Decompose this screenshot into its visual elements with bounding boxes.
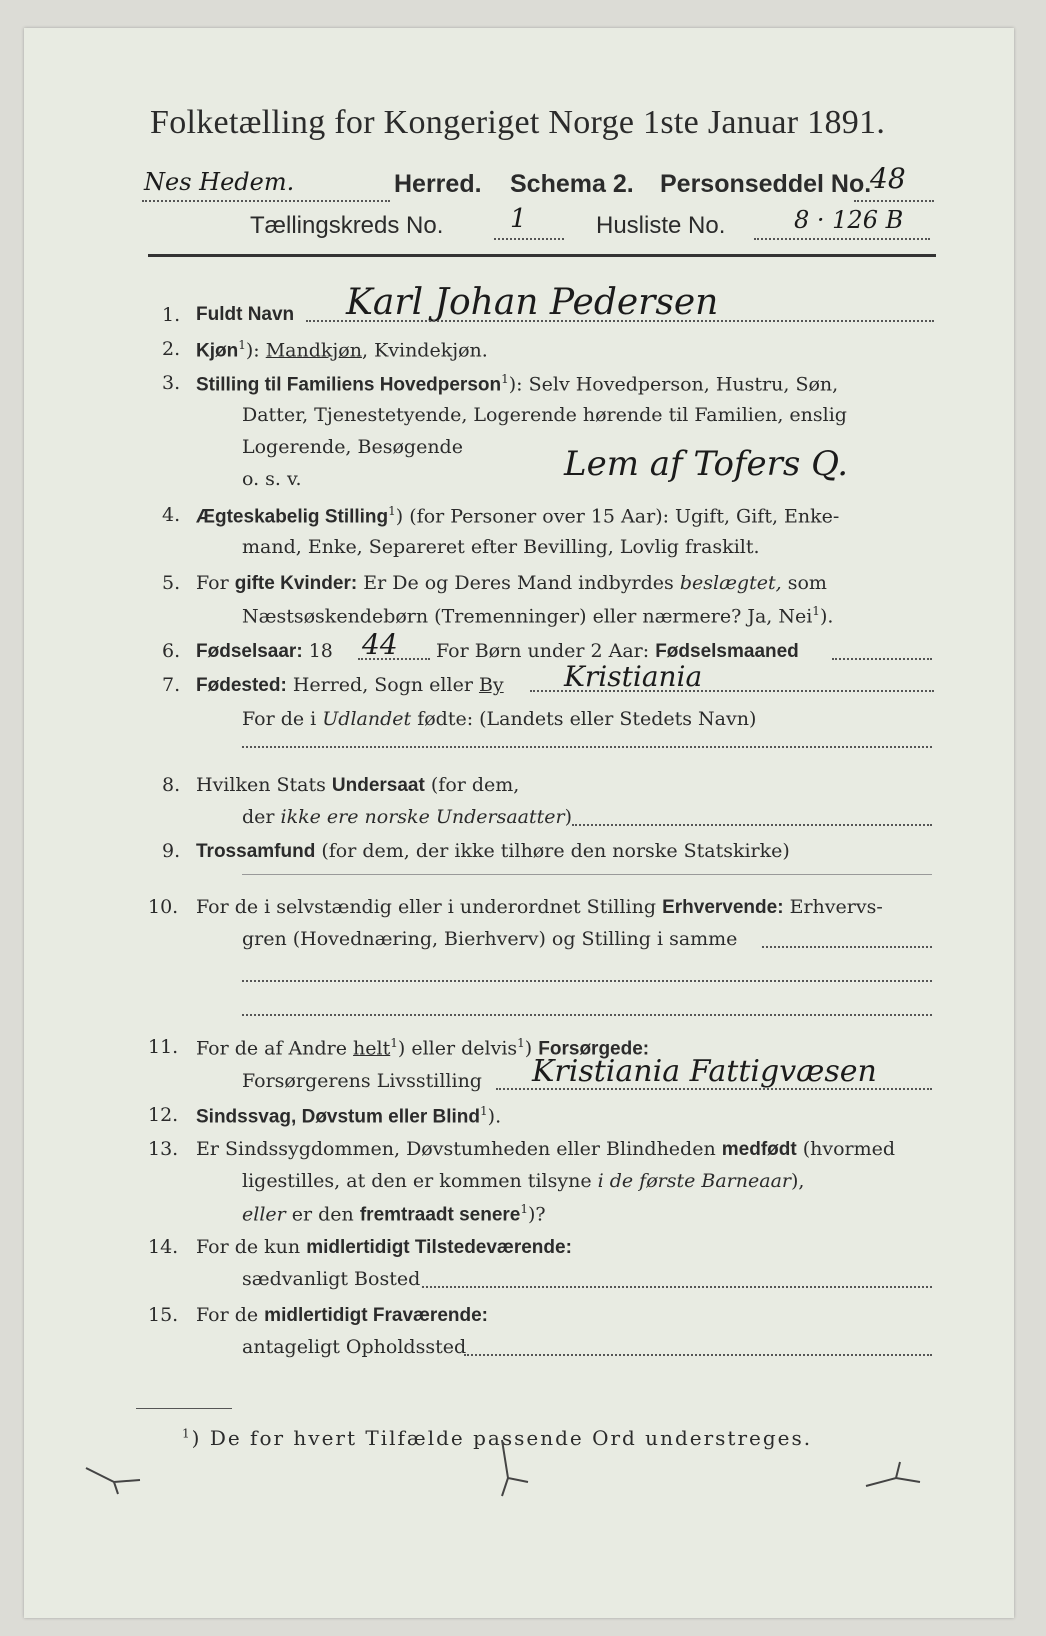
item-number-15: 15. xyxy=(148,1304,179,1326)
item-number-10: 10. xyxy=(148,896,179,918)
congenital-line-2: ligestilles, at den er kommen tilsyne i de første Barneaar), xyxy=(242,1170,805,1192)
citizenship-line-2: der ikke ere norske Undersaatter) xyxy=(242,806,573,828)
birthplace-options: Herred, Sogn eller xyxy=(292,674,473,696)
supported-label: Forsørgede: xyxy=(538,1038,650,1060)
occupation-dotline-3 xyxy=(242,1014,932,1016)
husliste-label: Husliste No. xyxy=(596,212,726,239)
probable-residence-dotline xyxy=(464,1354,932,1356)
congenital-line-3: eller er den fremtraadt senere$^1$)? xyxy=(242,1202,546,1226)
census-form xyxy=(24,28,1014,1618)
probable-residence-label: antageligt Opholdssted xyxy=(242,1336,467,1358)
citizenship-suffix: (for dem, xyxy=(430,774,520,796)
birth-year-prefix: 18 xyxy=(308,640,333,662)
congenital-eller: eller xyxy=(242,1203,286,1226)
congenital-line-1 xyxy=(196,1138,895,1161)
husliste-dotline xyxy=(754,238,930,240)
tellingskreds-dotline xyxy=(494,238,564,240)
congenital-text: ligestilles, at den er kommen tilsyne xyxy=(242,1170,592,1192)
citizenship-der: der xyxy=(242,806,275,828)
birthplace-line xyxy=(196,674,504,697)
kinship-som: som xyxy=(787,572,827,594)
kinship-options: Næstsøskendebørn (Tremenninger) eller nærmere? Ja, Nei xyxy=(242,605,813,628)
sex-footnote-mark: 1 xyxy=(238,338,246,352)
binding-mark-right xyxy=(862,1456,922,1496)
position-line-1 xyxy=(196,372,838,396)
citizenship-prefix: Hvilken Stats xyxy=(196,774,326,796)
kinship-footnote-mark: 1 xyxy=(812,604,820,618)
occupation-prefix: For de i selvstændig eller i underordnet Stilling xyxy=(196,896,657,918)
support-helt-underlined: helt xyxy=(353,1037,391,1060)
occupation-line-2: gren (Hovednæring, Bierhverv) og Stilling i samme xyxy=(242,928,738,950)
herred-dotline xyxy=(142,200,390,202)
support-footnote-mark-2: 1 xyxy=(517,1036,525,1050)
position-options-4: o. s. v. xyxy=(242,468,302,490)
husliste-number: 8 · 126 B xyxy=(794,206,904,234)
item-number-2: 2. xyxy=(162,338,181,360)
item-number-7: 7. xyxy=(162,674,181,696)
tellingskreds-number: 1 xyxy=(510,204,527,234)
abroad-udlandet: Udlandet xyxy=(322,708,412,730)
marital-options-1: ) (for Personer over 15 Aar): Ugift, Gift, Enke- xyxy=(395,505,840,528)
provider-label: Forsørgerens Livsstilling xyxy=(242,1070,482,1092)
birth-year-line xyxy=(196,640,333,663)
citizenship-label: Undersaat xyxy=(331,775,425,796)
birthplace-by-underlined: By xyxy=(478,674,504,696)
marital-label: Ægteskabelig Stilling xyxy=(196,506,389,528)
item-number-11: 11. xyxy=(148,1036,179,1058)
religion-label: Trossamfund xyxy=(196,841,316,862)
temporary-present-prefix: For de kun xyxy=(196,1236,301,1258)
position-options-1: ): Selv Hovedperson, Hustru, Søn, xyxy=(508,373,839,396)
birthplace-dotline xyxy=(530,690,934,692)
personseddel-number: 48 xyxy=(870,162,906,195)
position-label: Stilling til Familiens Hovedperson xyxy=(196,374,502,396)
binding-mark-center xyxy=(484,1438,534,1498)
abroad-suffix: fødte: (Landets eller Stedets Navn) xyxy=(417,708,757,730)
kinship-for: For xyxy=(196,572,229,594)
kinship-question: Er De og Deres Mand indbyrdes xyxy=(363,572,674,594)
position-footnote-mark: 1 xyxy=(501,372,509,386)
congenital-prefix: Er Sindssygdommen, Døvstumheden eller Blindheden xyxy=(196,1138,716,1160)
birthplace-label: Fødested: xyxy=(196,675,287,696)
personseddel-dotline xyxy=(854,200,934,202)
religion-line xyxy=(196,840,790,863)
tellingskreds-label: Tællingskreds No. xyxy=(250,212,444,239)
support-footnote-mark-1: 1 xyxy=(390,1036,398,1050)
temporary-absent-prefix: For de xyxy=(196,1304,259,1326)
abroad-prefix: For de i xyxy=(242,708,317,730)
form-title: Folketælling for Kongeriget Norge 1ste Januar 1891. xyxy=(150,104,886,141)
abroad-dotline xyxy=(242,746,932,748)
support-paren: ) xyxy=(524,1037,533,1060)
sex-line xyxy=(196,338,488,362)
temporary-present-label: midlertidigt Tilstedeværende: xyxy=(306,1237,572,1258)
birthplace-value: Kristiania xyxy=(564,660,703,693)
congenital-later-label: fremtraadt senere xyxy=(359,1204,521,1226)
footnote-mark: 1 xyxy=(182,1426,192,1441)
footnote: $^1$) De for hvert Tilfælde passende Ord understreges. xyxy=(182,1426,813,1450)
occupation-dotline-2 xyxy=(242,980,932,982)
item-number-14: 14. xyxy=(148,1236,179,1258)
item-number-3: 3. xyxy=(162,372,181,394)
occupation-line-1 xyxy=(196,896,883,919)
birth-month-label: Fødselsmaaned xyxy=(655,641,799,662)
sex-label: Kjøn xyxy=(196,340,239,362)
marital-line-1 xyxy=(196,504,839,528)
marital-footnote-mark: 1 xyxy=(388,504,396,518)
birth-year-dotline xyxy=(358,658,430,660)
item-number-9: 9. xyxy=(162,840,181,862)
schema-label: Schema 2. xyxy=(510,170,634,198)
kinship-line-1 xyxy=(196,572,827,595)
congenital-early-years: i de første Barneaar xyxy=(597,1170,791,1192)
married-women-label: gifte Kvinder: xyxy=(234,573,358,594)
abroad-line xyxy=(242,708,756,730)
occupation-dotline-1 xyxy=(762,946,932,948)
item-number-8: 8. xyxy=(162,774,181,796)
footnote-rule xyxy=(136,1408,232,1409)
full-name-value: Karl Johan Pedersen xyxy=(346,282,719,323)
kinship-line-2: Næstsøskendebørn (Tremenninger) eller nærmere? Ja, Nei$^1$). xyxy=(242,604,834,628)
congenital-hvormed: (hvormed xyxy=(802,1138,896,1160)
support-prefix: For de af Andre xyxy=(196,1037,347,1060)
item-number-4: 4. xyxy=(162,504,181,526)
item-number-13: 13. xyxy=(148,1138,179,1160)
congenital-footnote-mark: 1 xyxy=(520,1202,529,1216)
marital-options-2: mand, Enke, Separeret efter Bevilling, Lovlig fraskilt. xyxy=(242,536,760,558)
provider-dotline xyxy=(496,1088,932,1090)
herred-handwritten: Nes Hedem. xyxy=(144,168,295,196)
temporary-absent-line xyxy=(196,1304,488,1327)
sex-female: , Kvindekjøn. xyxy=(361,339,488,362)
children-under-2: For Børn under 2 Aar: xyxy=(436,640,650,662)
footnote-text: De for hvert Tilfælde passende Ord understreges. xyxy=(209,1426,813,1450)
position-value: Lem af Tofers Q. xyxy=(564,444,849,484)
support-delvis: ) eller delvis xyxy=(397,1037,518,1060)
item-number-1: 1. xyxy=(162,304,181,326)
position-options-3: Logerende, Besøgende xyxy=(242,436,463,458)
disability-line: Sindssvag, Døvstum eller Blind$^1$). xyxy=(196,1104,502,1128)
disability-footnote-mark: 1 xyxy=(480,1104,488,1118)
religion-rule xyxy=(242,874,932,875)
full-name-dotline xyxy=(306,320,934,322)
item-number-6: 6. xyxy=(162,640,181,662)
sex-punct: ): xyxy=(245,339,266,362)
sex-male-underlined: Mandkjøn xyxy=(265,339,362,362)
personseddel-label: Personseddel No. xyxy=(660,170,872,198)
full-name-label: Fuldt Navn xyxy=(196,304,295,325)
disability-label: Sindssvag, Døvstum eller Blind xyxy=(196,1106,481,1128)
birth-year-label: Fødselsaar: xyxy=(196,641,303,662)
position-options-2: Datter, Tjenestetyende, Logerende hørende til Familien, enslig xyxy=(242,404,847,426)
item-number-12: 12. xyxy=(148,1104,179,1126)
usual-residence-label: sædvanligt Bosted xyxy=(242,1268,421,1290)
usual-residence-dotline xyxy=(422,1286,932,1288)
temporary-present-line xyxy=(196,1236,572,1259)
citizenship-line-1 xyxy=(196,774,519,797)
provider-value: Kristiania Fattigvæsen xyxy=(532,1054,877,1089)
congenital-label: medfødt xyxy=(721,1139,797,1160)
citizenship-non-norwegian: ikke ere norske Undersaatter xyxy=(280,806,565,828)
temporary-absent-label: midlertidigt Fraværende: xyxy=(264,1305,488,1326)
occupation-erhvervs: Erhvervs- xyxy=(789,896,883,918)
herred-label: Herred. xyxy=(394,170,482,198)
birth-year-value: 44 xyxy=(362,628,398,661)
citizenship-dotline xyxy=(572,824,932,826)
congenital-er-den: er den xyxy=(291,1203,354,1226)
occupation-label: Erhvervende: xyxy=(662,897,784,918)
birth-month-dotline xyxy=(832,658,932,660)
item-number-5: 5. xyxy=(162,572,181,594)
religion-text: (for dem, der ikke tilhøre den norske Statskirke) xyxy=(321,840,790,862)
binding-mark-left xyxy=(84,1458,144,1498)
header-rule xyxy=(148,254,936,257)
kinship-related: beslægtet, xyxy=(679,572,782,594)
